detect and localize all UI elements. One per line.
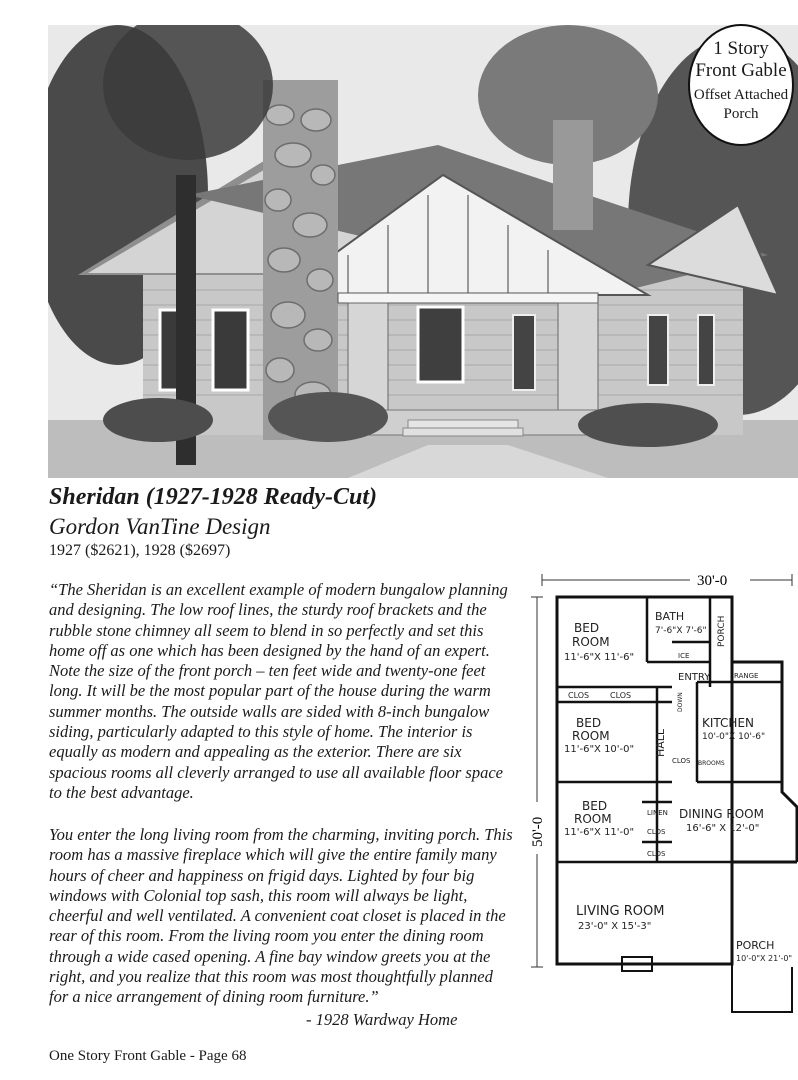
bedroom-3-size: 11'-6"X 11'-0" bbox=[564, 827, 635, 838]
bedroom-2-size: 11'-6"X 10'-0" bbox=[564, 744, 635, 755]
front-porch-size: 10'-0"X 21'-0" bbox=[736, 954, 793, 963]
bedroom-3-label: BED bbox=[582, 799, 608, 813]
badge-line-4: Porch bbox=[723, 106, 759, 122]
linen-label: LINEN bbox=[647, 809, 668, 817]
bath-size: 7'-6"X 7'-6" bbox=[655, 626, 707, 636]
bedroom-1-size: 11'-6"X 11'-6" bbox=[564, 652, 635, 663]
bedroom-2-label: BED bbox=[576, 716, 602, 730]
closet-2-label: CLOS bbox=[610, 691, 632, 700]
front-porch-label: PORCH bbox=[736, 939, 775, 952]
bedroom-2-label-2: ROOM bbox=[572, 729, 610, 743]
badge-line-3: Offset Attached bbox=[693, 87, 789, 103]
house-drawing bbox=[48, 25, 798, 478]
living-room-size: 23'-0" X 15'-3" bbox=[578, 921, 652, 932]
range-label: RANGE bbox=[734, 672, 759, 680]
ice-label: ICE bbox=[678, 652, 690, 660]
closet-5-label: CLOS bbox=[647, 850, 666, 858]
description-paragraph-1: “The Sheridan is an excellent example of modern bungalow planning and designing. The low roof lines, the sturdy roof brackets and the rubble stone chimney all seem to blend in so perfectly and set this home off as one which has been designed by the hand of an expert. Note the size of the front porch – ten feet wide and twenty-one feet long. It will be the most popular part of the house during the warm summer months. The outside walls are sided with 8-inch bungalow siding, particularly adapted to this style of home. The interior is equally as modern and appealing as the exterior. There are six spacious rooms all cleverly arranged to use all available floor space to the best advantage. bbox=[49, 580, 508, 802]
depth-dimension: 50'-0 bbox=[530, 816, 546, 847]
dining-room-label: DINING ROOM bbox=[679, 807, 764, 821]
house-illustration bbox=[48, 25, 798, 478]
badge-line-2: Front Gable bbox=[695, 60, 787, 81]
badge-line-1: 1 Story bbox=[713, 38, 769, 59]
rear-porch-label: PORCH bbox=[717, 615, 727, 647]
style-badge bbox=[688, 24, 794, 146]
kitchen-label: KITCHEN bbox=[702, 716, 754, 730]
living-room-label: LIVING ROOM bbox=[576, 904, 665, 919]
closet-4-label: CLOS bbox=[647, 828, 666, 836]
closet-3-label: CLOS bbox=[672, 757, 691, 765]
width-dimension: 30'-0 bbox=[697, 573, 728, 589]
bedroom-3-label-2: ROOM bbox=[574, 812, 612, 826]
floor-plan-drawing bbox=[512, 572, 798, 1040]
source-attribution: - 1928 Wardway Home bbox=[306, 1010, 458, 1029]
page-footer: One Story Front Gable - Page 68 bbox=[49, 1048, 247, 1064]
page-title: Sheridan (1927-1928 Ready-Cut) bbox=[49, 484, 378, 510]
bath-label: BATH bbox=[655, 610, 685, 623]
kitchen-size: 10'-0"X 10'-6" bbox=[702, 732, 766, 742]
hall-label: HALL bbox=[654, 728, 667, 757]
description-paragraph-2: You enter the long living room from the charming, inviting porch. This room has a massive fireplace which will give the entire family many hours of cheer and happiness on frigid days. Lighted by four big windows with Colonial top sash, this room will always be light, cheerful and well ventilated. A convenient coat closet is placed in the rear of this room. From the living room you enter the dining room through a wide cased opening. A fine bay window greets you at the right, and you realize that this room was most thoughtfully planned for a nice arrangement of dining room furniture.” bbox=[49, 825, 513, 1007]
closet-1-label: CLOS bbox=[568, 691, 590, 700]
brooms-label: BROOMS bbox=[698, 760, 725, 767]
dining-room-size: 16'-6" X 12'-0" bbox=[686, 823, 760, 834]
price-line: 1927 ($2621), 1928 ($2697) bbox=[49, 542, 231, 559]
bedroom-1-label-2: ROOM bbox=[572, 635, 610, 649]
entry-label: ENTRY bbox=[678, 672, 711, 683]
floor-plan bbox=[512, 572, 798, 1040]
page-subtitle: Gordon VanTine Design bbox=[49, 514, 271, 539]
bedroom-1-label: BED bbox=[574, 621, 600, 635]
stairs-down-label: DOWN bbox=[677, 692, 684, 712]
